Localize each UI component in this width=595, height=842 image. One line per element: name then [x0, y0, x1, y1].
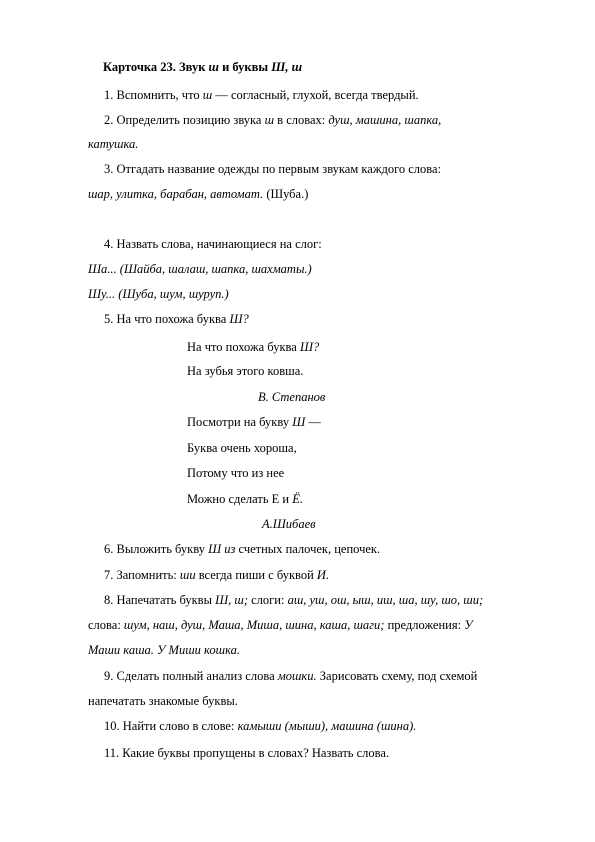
- poem-2-author: А.Шибаев: [262, 517, 316, 531]
- task-4-shu: Шу... (Шуба, шум, шуруп.): [88, 287, 229, 301]
- poem-1-line-1: На что похожа буква Ш?: [187, 340, 320, 354]
- task-10: 10. Найти слово в слове: камыши (мыши), машина (шина).: [104, 719, 417, 733]
- card-title: Карточка 23. Звук ш и буквы Ш, ш: [103, 60, 303, 74]
- task-4-sha: Ша... (Шайба, шалаш, шапка, шахматы.): [88, 262, 312, 276]
- task-4: 4. Назвать слова, начинающиеся на слог:: [104, 237, 322, 251]
- poem-2-line-1: Посмотри на букву Ш —: [187, 415, 321, 429]
- task-3-words: шар, улитка, барабан, автомат. (Шуба.): [88, 187, 309, 201]
- task-8: 8. Напечатать буквы Ш, ш; слоги: аш, уш, ош, ыш, иш, ша, шу, шо, ши;: [104, 593, 484, 607]
- task-8-line-2: слова: шум, наш, душ, Маша, Миша, шина, каша, шаги; предложения: У: [88, 618, 473, 632]
- poem-2-line-3: Потому что из нее: [187, 466, 285, 480]
- task-3: 3. Отгадать название одежды по первым звукам каждого слова:: [104, 162, 442, 176]
- task-5: 5. На что похожа буква Ш?: [104, 312, 249, 326]
- poem-2-line-2: Буква очень хороша,: [187, 441, 297, 455]
- task-2-continuation: катушка.: [88, 137, 139, 151]
- task-9: 9. Сделать полный анализ слова мошки. Зарисовать схему, под схемой: [104, 669, 478, 683]
- poem-1-line-2: На зубья этого ковша.: [187, 364, 304, 378]
- poem-2-line-4: Можно сделать Е и Ё.: [187, 492, 303, 506]
- task-8-line-3: Маши каша. У Миши кошка.: [88, 643, 240, 657]
- poem-1-author: В. Степанов: [258, 390, 326, 404]
- task-2: 2. Определить позицию звука ш в словах: душ, машина, шапка,: [104, 113, 442, 127]
- task-9-line-2: напечатать знакомые буквы.: [88, 694, 238, 708]
- task-7: 7. Запомнить: ши всегда пиши с буквой И.: [104, 568, 330, 582]
- task-11: 11. Какие буквы пропущены в словах? Назвать слова.: [104, 746, 390, 760]
- task-1: 1. Вспомнить, что ш — согласный, глухой, всегда твердый.: [104, 88, 419, 102]
- task-6: 6. Выложить букву Ш из счетных палочек, цепочек.: [104, 542, 381, 556]
